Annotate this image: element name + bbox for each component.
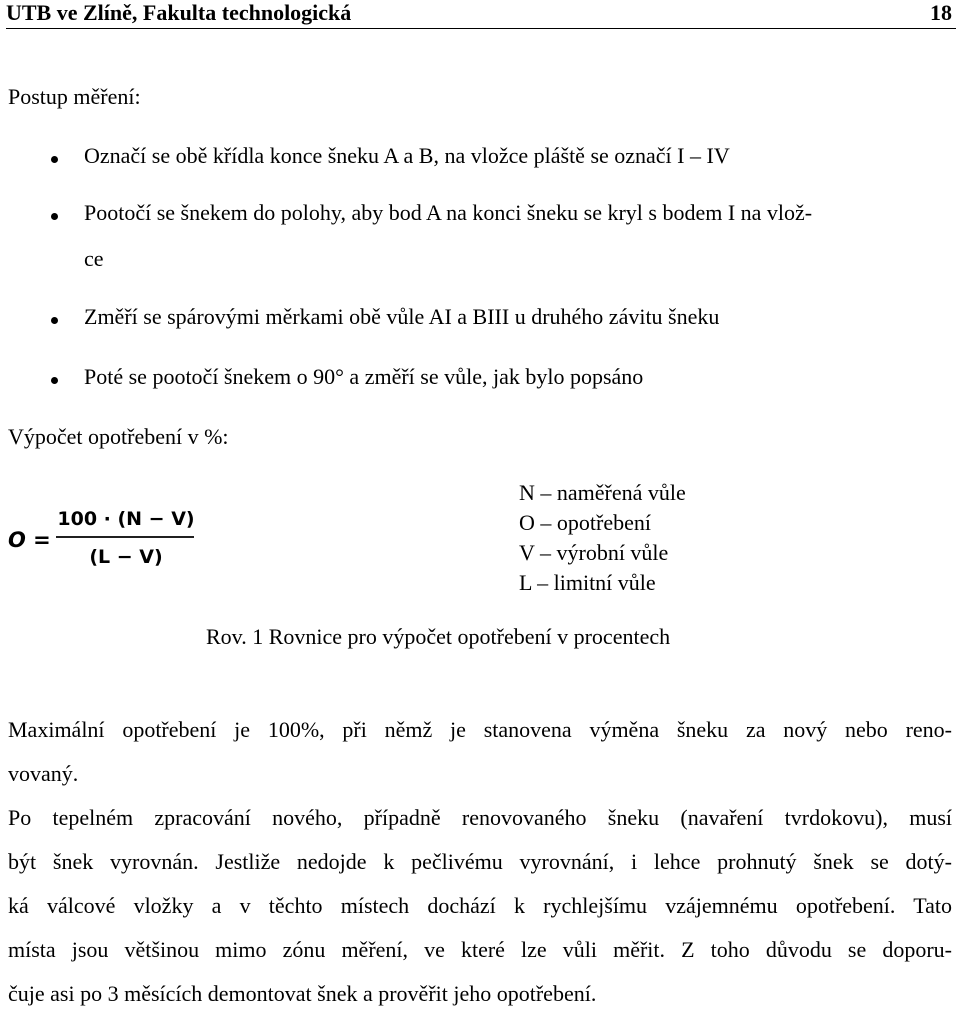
wear-formula (8, 505, 198, 571)
legend-l: L – limitní vůle (519, 570, 656, 595)
page-number: 18 (930, 0, 952, 25)
bullet-item-4: Poté se pootočí šnekem o 90° a změří se vůle, jak bylo popsáno (84, 364, 644, 389)
paragraph-line: čuje asi po 3 měsících demontovat šnek a prověřit jeho opotřebení. (8, 981, 597, 1006)
bullet-item-3: Změří se spárovými měrkami obě vůle AI a BIII u druhého závitu šneku (84, 304, 720, 329)
procedure-heading: Postup měření: (8, 84, 141, 109)
paragraph-line: ká válcové vložky a v těchto místech dochází k rychlejšímu vzájemnému opotřebení. Tato (8, 893, 952, 918)
equation-caption: Rov. 1 Rovnice pro výpočet opotřebení v procentech (206, 624, 671, 649)
header-title: UTB ve Zlíně, Fakulta technologická (6, 0, 352, 25)
calc-heading: Výpočet opotřebení v %: (8, 424, 229, 449)
bullet-item-1: Označí se obě křídla konce šneku A a B, na vložce pláště se označí I – IV (84, 143, 730, 168)
paragraph-straightening (8, 796, 952, 1016)
paragraph-wear-limit (8, 708, 952, 796)
bullet-item-2-continuation: ce (84, 246, 104, 271)
formula-denominator: (L − V) (89, 546, 163, 568)
legend-o: O – opotřebení (519, 510, 651, 535)
paragraph-line: Maximální opotřebení je 100%, při němž je stanovena výměna šneku za nový nebo reno- (8, 717, 952, 742)
bullet-item-2: Pootočí se šnekem do polohy, aby bod A na konci šneku se kryl s bodem I na vlož- (84, 200, 813, 225)
paragraph-line: místa jsou většinou mimo zónu měření, ve které lze vůli měřit. Z toho důvodu se doporu- (8, 937, 952, 962)
paragraph-line: vovaný. (8, 761, 79, 786)
bullet-dot-icon (51, 377, 58, 384)
bullet-dot-icon (51, 213, 58, 220)
legend-n: N – naměřená vůle (519, 480, 686, 505)
paragraph-line: být šnek vyrovnán. Jestliže nedojde k pečlivému vyrovnání, i lehce prohnutý šnek se dotý- (8, 849, 952, 874)
paragraph-line: Po tepelném zpracování nového, případně renovovaného šneku (navaření tvrdokovu), musí (8, 805, 952, 830)
bullet-dot-icon (51, 156, 58, 163)
legend-v: V – výrobní vůle (519, 540, 669, 565)
formula-numerator: 100 · (N − V) (57, 508, 195, 530)
formula-lhs: O = (8, 528, 51, 552)
bullet-dot-icon (51, 317, 58, 324)
page-header (6, 0, 956, 29)
